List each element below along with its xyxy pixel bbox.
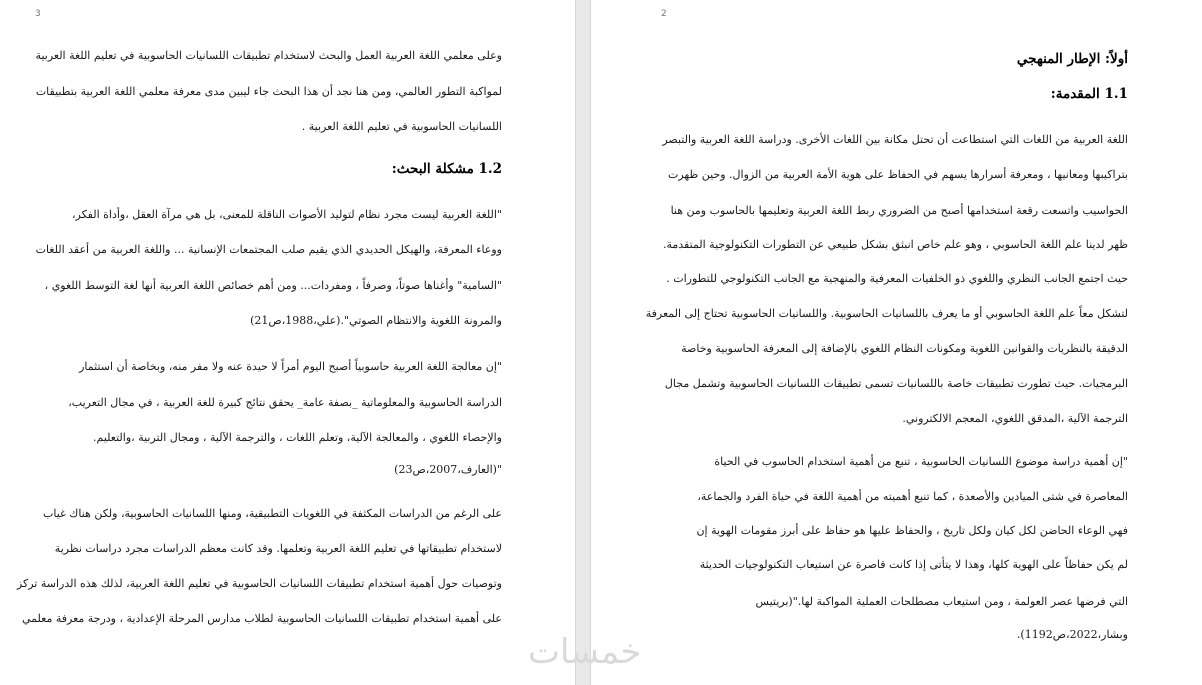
text-line: ظهر لدينا علم اللغة الحاسوبي ، وهو علم خاص انبثق بشكل طبيعي عن التطورات التكنولوجية المتقدمة. bbox=[662, 238, 1128, 251]
text-line: لاستخدام تطبيقاتها في تعليم اللغة العربية وتعلمها. وقد كانت معظم الدراسات مجرد دراسات نظرية bbox=[54, 542, 502, 555]
text-line: "إن معالجة اللغة العربية حاسوبياً أصبح اليوم أمراً لا حيدة عنه ولا مفر منه، وبخاصة أن استثمار bbox=[79, 360, 502, 373]
watermark-logo: خمسات bbox=[528, 632, 642, 672]
text-line: الترجمة الآلية ،المدقق اللغوي، المعجم الالكتروني. bbox=[902, 412, 1128, 425]
text-line: بتراكيبها ومعانيها ، ومعرفة أسرارها يسهم في الحفاظ على هوية الأمة العربية من الزوال. وحين ظهرت bbox=[667, 168, 1128, 181]
text-line: التي فرضها عصر العولمة ، ومن استيعاب مصطلحات العملية المواكبة لها."(بريتيس bbox=[755, 595, 1128, 608]
text-line: على أهمية استخدام تطبيقات اللسانيات الحاسوبية لطلاب مدارس المرحلة الإعدادية ، ودرجة معرفة معلمي bbox=[21, 612, 502, 625]
text-line: اللغة العربية من اللغات التي استطاعت أن تحتل مكانة بين اللغات الأخرى. ودراسة اللغة العربية والتبصر bbox=[662, 133, 1128, 146]
text-line: الحواسيب واتسعت رقعة استخدامها أصبح من الضروري ربط اللغة العربية وتعليمها بالحاسوب ومن هنا bbox=[670, 204, 1128, 217]
text-line: "إن أهمية دراسة موضوع اللسانيات الحاسوبية ، تنبع من أهمية استخدام الحاسوب في الحياة bbox=[714, 455, 1128, 468]
text-line: "السامية" وأغناها صوتاً، وصرفاً ، ومفردات... ومن أهم خصائص اللغة العربية أنها لغة التوسط اللغوي ، bbox=[44, 279, 502, 292]
text-line: والمرونة اللغوية والانتظام الصوتي".(علي،1988،ص21) bbox=[250, 314, 502, 327]
page-gutter bbox=[576, 0, 590, 685]
page-number: 2 bbox=[661, 9, 667, 19]
page-3 bbox=[0, 0, 576, 685]
text-line: البرمجيات. حيث تطورت تطبيقات خاصة باللسانيات تسمى تطبيقات اللسانيات الحاسوبية وتشمل مجال bbox=[664, 377, 1128, 390]
text-line: ووعاء المعرفة، والهيكل الحديدي الذي يقيم صلب المجتمعات الإنسانية ... واللغة العربية من أعقد اللغات bbox=[35, 243, 502, 256]
text-line: على الرغم من الدراسات المكثفة في اللغويات التطبيقية، ومنها اللسانيات الحاسوبية، ولكن هناك غياب bbox=[43, 507, 502, 520]
text-line: الدراسة الحاسوبية والمعلوماتية _بصفة عامة_ يحقق نتائج كبيرة للغة العربية ، في مجال التعريب، bbox=[68, 396, 502, 409]
chapter-heading: أولاً: الإطار المنهجي bbox=[1016, 51, 1128, 67]
text-line: لمواكبة التطور العالمي، ومن هنا نجد أن هذا البحث جاء ليبين مدى معرفة معلمي اللغة العربية بتطبيقات bbox=[35, 85, 502, 98]
text-line: فهي الوعاء الحاضن لكل كيان ولكل تاريخ ، والحفاظ عليها هو حفاظ على أبرز مقومات الهوية إن bbox=[696, 524, 1128, 537]
text-line: وعلى معلمي اللغة العربية العمل والبحث لاستخدام تطبيقات اللسانيات الحاسوبية في تعليم اللغة العربية bbox=[35, 49, 502, 62]
text-line: وبشار،2022،ص1192). bbox=[1016, 628, 1128, 641]
section-heading: 1.2 مشكلة البحث: bbox=[391, 161, 502, 177]
text-line: الدقيقة بالنظريات والقوانين اللغوية ومكونات النظام اللغوي بالإضافة إلى المعرفة الحاسوبية وخاصة bbox=[681, 342, 1128, 355]
text-line: لم يكن حفاظاً على الهوية كلها، وهذا لا يتأتى إذا كانت قاصرة عن استيعاب التكنولوجيات الحديثة bbox=[699, 558, 1128, 571]
text-line: اللسانيات الحاسوبية في تعليم اللغة العربية . bbox=[301, 120, 502, 133]
text-line: لتشكل معاً علم اللغة الحاسوبي أو ما يعرف باللسانيات الحاسوبية. واللسانيات الحاسوبية تحتاج إلى المعرفة bbox=[645, 307, 1128, 320]
text-line: "(العارف،2007،ص23) bbox=[394, 463, 502, 476]
text-line: والإحصاء اللغوي ، والمعالجة الآلية، وتعلم اللغات ، والترجمة الآلية ، ومجال التربية ،والتعليم. bbox=[93, 431, 502, 444]
text-line: المعاصرة في شتى الميادين والأصعدة ، كما تنبع أهميته من أهمية اللغة في حياة الفرد والجماعة، bbox=[697, 490, 1128, 503]
text-line: "اللغة العربية ليست مجرد نظام لتوليد الأصوات الناقلة للمعنى، بل هي مرآة العقل ،وأداة الفكر، bbox=[71, 208, 502, 221]
page-2 bbox=[590, 0, 1202, 685]
page-number: 3 bbox=[35, 9, 41, 19]
section-heading: 1.1 المقدمة: bbox=[1050, 86, 1128, 102]
text-line: وتوصيات حول أهمية استخدام تطبيقات اللسانيات الحاسوبية في تعليم اللغة العربية، لذلك هذه الدراسة تركز bbox=[16, 577, 502, 590]
text-line: حيث اجتمع الجانب النظري واللغوي ذو الخلفيات المعرفية والمنهجية مع الجانب التكنولوجي للتطورات . bbox=[666, 272, 1128, 285]
